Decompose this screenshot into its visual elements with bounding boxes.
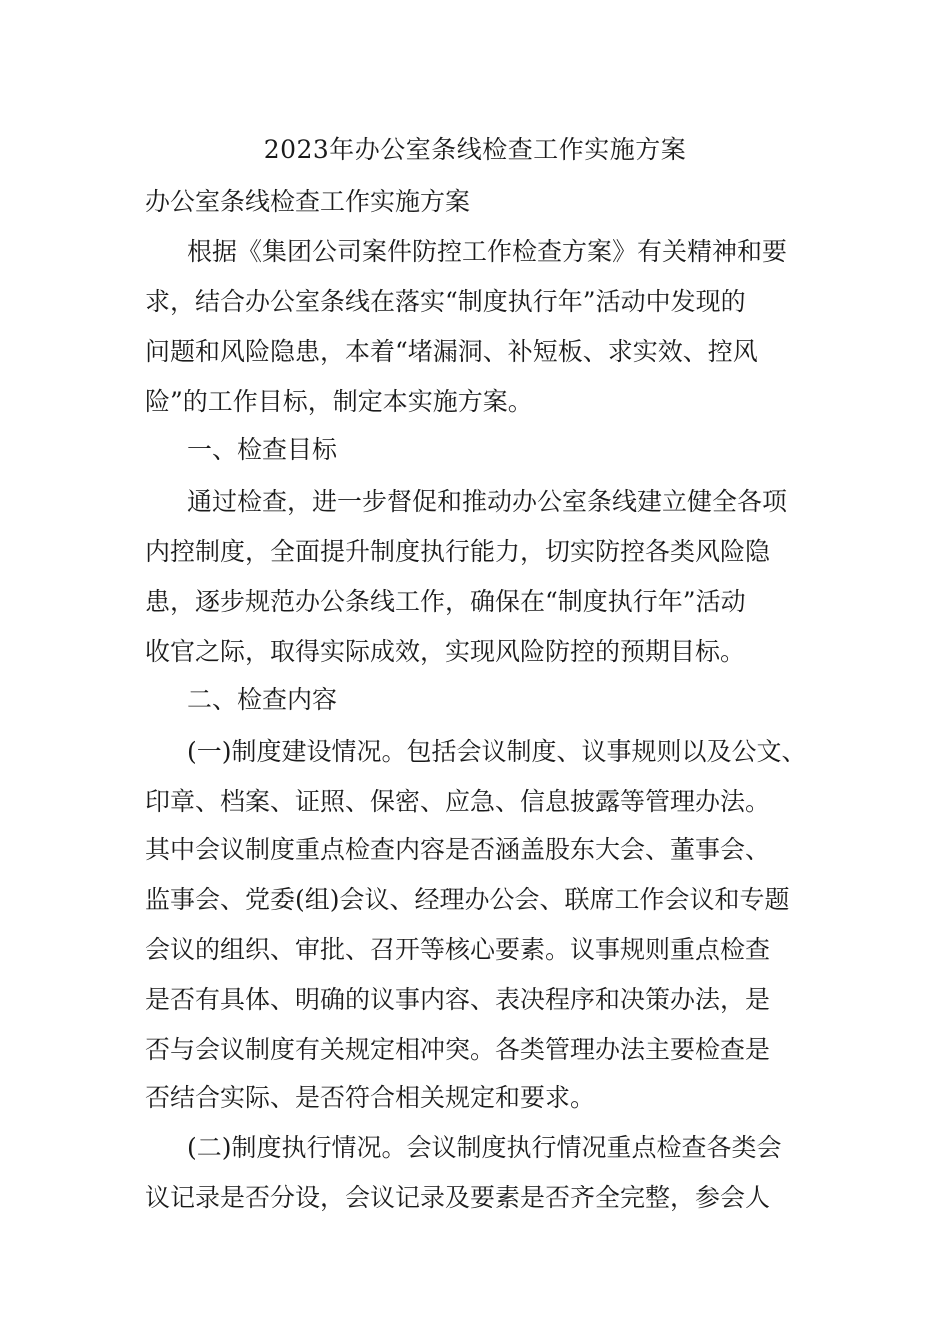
section-heading: 二、检查内容 <box>187 685 338 714</box>
paragraph-line: (二)制度执行情况。会议制度执行情况重点检查各类会 <box>187 1133 782 1162</box>
paragraph-line: 印章、档案、证照、保密、应急、信息披露等管理办法。 <box>145 787 771 816</box>
paragraph-line: 议记录是否分设，会议记录及要素是否齐全完整，参会人 <box>145 1183 771 1212</box>
paragraph-line: 否与会议制度有关规定相冲突。各类管理办法主要检查是 <box>145 1035 771 1064</box>
paragraph-line: 会议的组织、审批、召开等核心要素。议事规则重点检查 <box>145 935 771 964</box>
paragraph-line: 收官之际，取得实际成效，实现风险防控的预期目标。 <box>145 637 746 666</box>
paragraph-line: 问题和风险隐患，本着“堵漏洞、补短板、求实效、控风 <box>145 337 758 366</box>
paragraph-line: 患，逐步规范办公条线工作，确保在“制度执行年”活动 <box>145 587 746 616</box>
paragraph-line: 否结合实际、是否符合相关规定和要求。 <box>145 1083 596 1112</box>
paragraph-line: 内控制度，全面提升制度执行能力，切实防控各类风险隐 <box>145 537 771 566</box>
paragraph-line: (一)制度建设情况。包括会议制度、议事规则以及公文、 <box>187 737 807 766</box>
paragraph-line: 是否有具体、明确的议事内容、表决程序和决策办法，是 <box>145 985 771 1014</box>
document-subtitle: 办公室条线检查工作实施方案 <box>145 187 471 216</box>
paragraph-line: 其中会议制度重点检查内容是否涵盖股东大会、董事会、 <box>145 835 771 864</box>
section-heading: 一、检查目标 <box>187 435 338 464</box>
paragraph-line: 通过检查，进一步督促和推动办公室条线建立健全各项 <box>187 487 788 516</box>
paragraph-line: 监事会、党委(组)会议、经理办公会、联席工作会议和专题 <box>145 885 790 914</box>
document-title: 2023年办公室条线检查工作实施方案 <box>263 135 687 164</box>
paragraph-line: 险”的工作目标，制定本实施方案。 <box>145 387 533 416</box>
paragraph-line: 根据《集团公司案件防控工作检查方案》有关精神和要 <box>187 237 788 266</box>
paragraph-line: 求，结合办公室条线在落实“制度执行年”活动中发现的 <box>145 287 746 316</box>
